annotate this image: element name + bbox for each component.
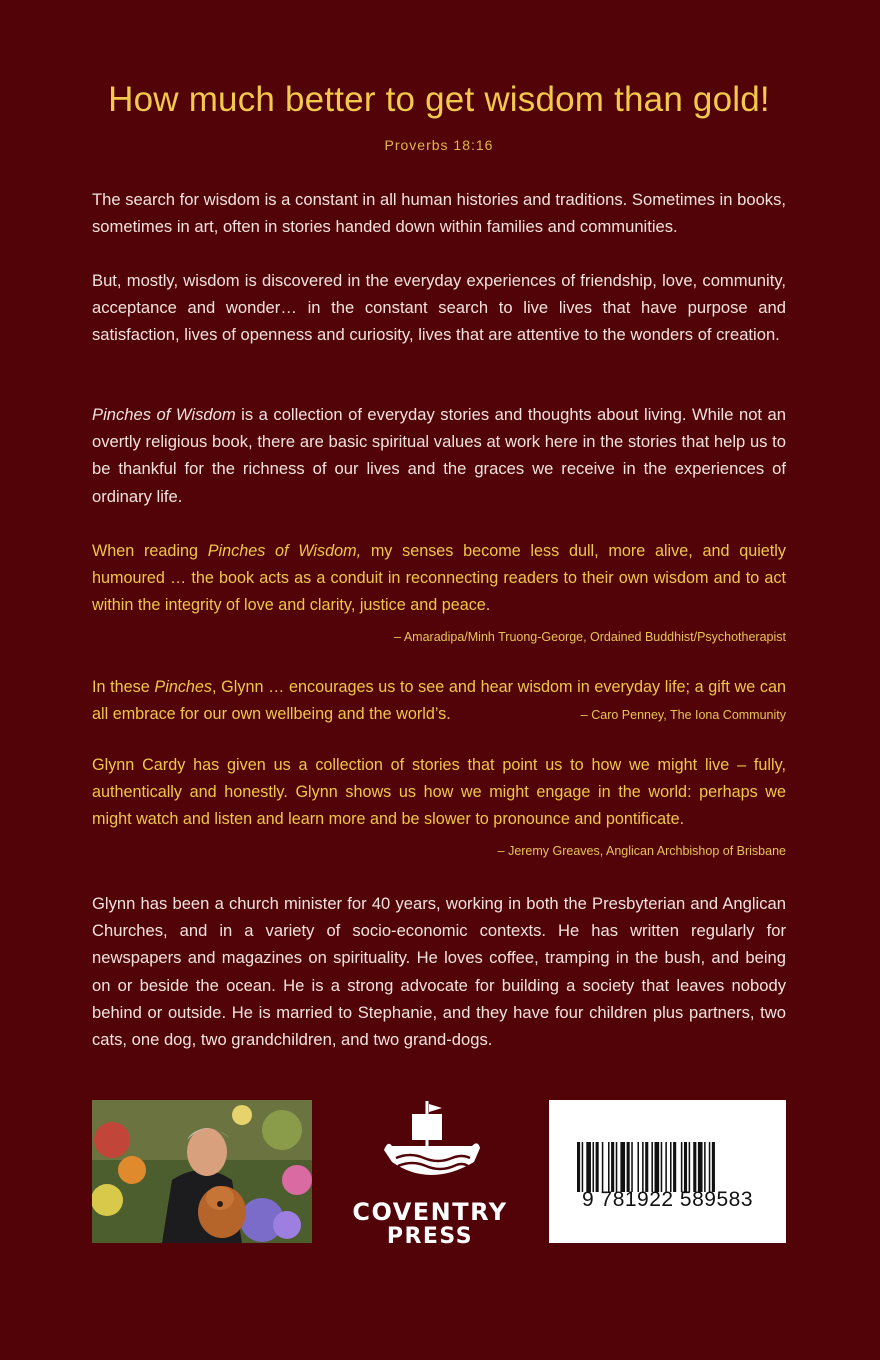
isbn-digits: 9 781922 589583: [582, 1188, 753, 1211]
barcode-bar: [602, 1142, 604, 1192]
barcode-bar: [627, 1142, 630, 1192]
barcode-bar: [681, 1142, 683, 1192]
barcode-bar: [704, 1142, 706, 1192]
quote-2-lead: In these: [92, 678, 155, 696]
barcode-bar: [637, 1142, 639, 1192]
barcode-bar: [693, 1142, 696, 1192]
scripture-reference: Proverbs 18:16: [384, 137, 494, 153]
headline: How much better to get wisdom than gold!: [108, 80, 770, 119]
barcode-bar: [620, 1142, 625, 1192]
barcode-bar: [645, 1142, 648, 1192]
endorsement-3-attribution: – Jeremy Greaves, Anglican Archbishop of Brisbane: [497, 844, 786, 858]
quote-2-text: , Glynn … encourages us to see and hear wisdom in everyday life; a gift we can all embrace for our own wellbeing and the world’s.: [92, 678, 786, 724]
ship-icon: [340, 1096, 520, 1196]
barcode-bar: [577, 1142, 580, 1192]
barcode-bar: [608, 1142, 610, 1192]
quote-1-text: my senses become less dull, more alive, and quietly humoured … the book acts as a conduit in reconnecting readers to their own wisdom and to act within the integrity of love and clarity, justice and peace.: [92, 542, 786, 615]
publisher-name-line-1: COVENTRY: [352, 1198, 508, 1226]
endorsement-3: Glynn Cardy has given us a collection of stories that point us to how we might live – fully, authentically and honestly. Glynn shows us how we might engage in the world: perhaps we might watch and listen and learn more and be slower to pronounce and pontificate.: [92, 756, 786, 829]
endorsement-1-attribution: – Amaradipa/Minh Truong-George, Ordained Buddhist/Psychotherapist: [394, 630, 786, 644]
author-bio: Glynn has been a church minister for 40 years, working in both the Presbyterian and Anglican Churches, and in a variety of socio-economic contexts. He has written regularly for newspapers and magazines on spirituality. He loves coffee, tramping in the bush, and being on or beside the ocean. He is a strong advocate for building a society that leaves nobody behind or outside. He is married to Stephanie, and they have four children plus partners, two cats, one dog, two grandchildren, and two grand-dogs.: [92, 894, 786, 1050]
quote-2-book-title: Pinches: [154, 678, 213, 696]
barcode-bar: [665, 1142, 667, 1192]
barcode-bar: [684, 1142, 687, 1192]
paragraph-3-text: is a collection of everyday stories and thoughts about living. While not an overtly religious book, there are basic spiritual values at work here in the stories that help us to be thankful for the richness of our lives and the graces we receive in the experiences of ordinary life.: [92, 405, 786, 506]
author-with-dog-image: [92, 1100, 312, 1243]
barcode-bar: [593, 1142, 595, 1192]
barcode-bar: [651, 1142, 653, 1192]
quote-1-book-title: Pinches of Wisdom,: [207, 542, 362, 560]
barcode-bar: [655, 1142, 660, 1192]
barcode-bar: [673, 1142, 676, 1192]
endorsement-1: [92, 538, 786, 620]
publisher-name-line-2: PRESS: [386, 1224, 474, 1249]
barcode-bar: [611, 1142, 614, 1192]
barcode-bar: [586, 1142, 591, 1192]
intro-paragraph-3: [92, 401, 786, 510]
quote-1-lead: When reading: [92, 542, 208, 560]
barcode-bar: [709, 1142, 711, 1192]
barcode-bar: [661, 1142, 663, 1192]
barcode-bar: [698, 1142, 703, 1192]
intro-paragraph-2: But, mostly, wisdom is discovered in the everyday experiences of friendship, love, community, acceptance and wonder… in the constant search to live lives that have purpose and satisfaction, lives of openness and curiosity, lives that are attentive to the wonders of creation.: [92, 271, 786, 345]
book-title: Pinches of Wisdom: [92, 405, 236, 424]
barcode-bar: [631, 1142, 633, 1192]
isbn-barcode: [549, 1100, 786, 1243]
barcode-bar: [689, 1142, 691, 1192]
barcode-bar: [582, 1142, 584, 1192]
barcode-bar: [642, 1142, 644, 1192]
author-photo: [92, 1100, 312, 1243]
intro-paragraph-1: The search for wisdom is a constant in all human histories and traditions. Sometimes in books, sometimes in art, often in stories handed down within families and communities.: [92, 190, 786, 237]
publisher-logo: [340, 1096, 520, 1256]
barcode-bar: [712, 1142, 715, 1192]
barcode-bar: [670, 1142, 672, 1192]
barcode-bar: [596, 1142, 599, 1192]
barcode-bar: [616, 1142, 618, 1192]
barcode-bars: [549, 1100, 786, 1192]
endorsement-2-attribution: – Caro Penney, The Iona Community: [580, 708, 786, 722]
